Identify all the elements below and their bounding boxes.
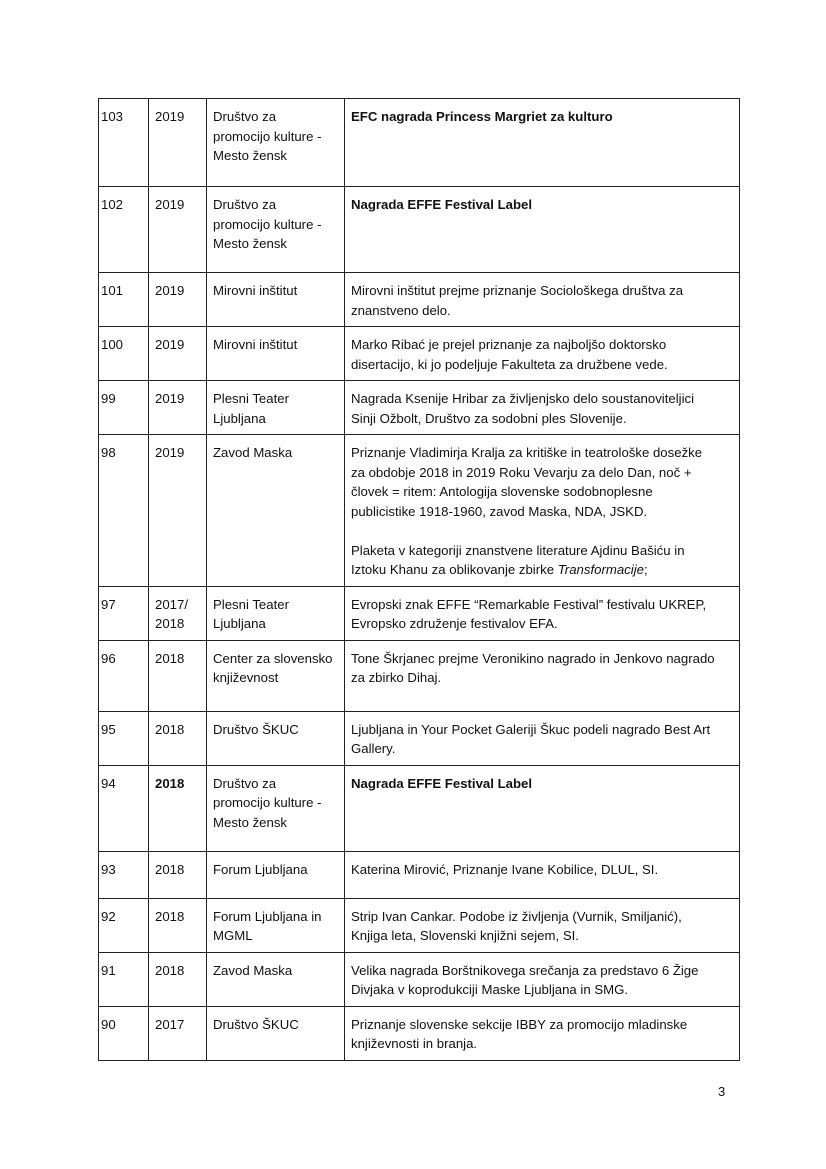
cell-text-line: Divjaka v koprodukciji Maske Ljubljana in SMG. — [351, 982, 629, 997]
cell-text-line: Društvo za — [213, 775, 277, 791]
award-description-cell — [345, 765, 740, 851]
award-description-cell — [345, 1006, 740, 1060]
cell-text-line: znanstveno delo. — [351, 302, 451, 318]
cell-text-line: Katerina Mirović, Priznanje Ivane Kobilice, DLUL, SI. — [351, 861, 659, 877]
award-year-cell — [149, 381, 207, 435]
award-description-cell — [345, 586, 740, 640]
organization-cell — [207, 187, 345, 273]
award-number-cell: 93 — [99, 851, 149, 898]
cell-text-line: Mirovni inštitut — [213, 283, 298, 298]
award-description-cell — [345, 851, 740, 898]
cell-text-line: književnosti in branja. — [351, 1036, 478, 1051]
cell-text-line: Plesni Teater — [213, 596, 289, 612]
cell-text-line: človek = ritem: Antologija slovenske sodobnoplesne — [351, 484, 653, 499]
cell-text-line: 2019 — [155, 445, 185, 460]
paragraph-spacer — [351, 521, 733, 541]
award-number-cell: 101 — [99, 273, 149, 327]
table-row — [99, 952, 740, 1006]
award-description-cell — [345, 187, 740, 273]
award-number-cell: 92 — [99, 898, 149, 952]
organization-cell — [207, 640, 345, 711]
table-row — [99, 851, 740, 898]
cell-text-line: 2017/ — [155, 596, 189, 612]
cell-text-line: 2019 — [155, 283, 185, 298]
cell-text-line: 2019 — [155, 197, 185, 212]
table-row — [99, 1006, 740, 1060]
cell-text-line: književnost — [213, 670, 279, 685]
cell-text-line: Plesni Teater — [213, 391, 289, 406]
award-year-cell — [149, 851, 207, 898]
organization-cell — [207, 1006, 345, 1060]
cell-text-line: Mesto žensk — [213, 236, 288, 251]
cell-text-line: 2018 — [155, 908, 185, 924]
award-year-cell — [149, 765, 207, 851]
cell-text-line: Strip Ivan Cankar. Podobe iz življenja (Vurnik, Smiljanić), — [351, 908, 682, 924]
table-row — [99, 711, 740, 765]
cell-text-line: Evropski znak EFFE “Remarkable Festival” festivalu UKREP, — [351, 596, 707, 612]
cell-text-line: za obdobje 2018 in 2019 Roku Vevarju za delo Dan, noč + — [351, 464, 692, 480]
cell-text-line: Nagrada Ksenije Hribar za življenjsko delo soustanoviteljici — [351, 391, 695, 406]
table-row — [99, 273, 740, 327]
award-description-cell — [345, 273, 740, 327]
award-year-cell — [149, 952, 207, 1006]
cell-text-line: promocijo kulture - — [213, 216, 322, 232]
award-number-cell: 96 — [99, 640, 149, 711]
cell-text-line: Društvo ŠKUC — [213, 1016, 299, 1032]
cell-text-line: promocijo kulture - — [213, 128, 322, 144]
table-row — [99, 435, 740, 587]
awards-table — [98, 98, 740, 1061]
cell-text-line: 2018 — [155, 721, 185, 737]
award-year-cell — [149, 327, 207, 381]
cell-text-line: publicistike 1918-1960, zavod Maska, NDA, JSKD. — [351, 503, 648, 519]
organization-cell — [207, 711, 345, 765]
cell-text-line: EFC nagrada Princess Margriet za kulturo — [351, 109, 613, 124]
cell-text-line: Mirovni inštitut prejme priznanje Sociološkega društva za — [351, 283, 684, 298]
cell-text-line: Sinji Ožbolt, Društvo za sodobni ples Slovenije. — [351, 410, 627, 426]
cell-text-line: 2018 — [155, 775, 185, 791]
organization-cell — [207, 851, 345, 898]
organization-cell — [207, 99, 345, 187]
award-year-cell — [149, 586, 207, 640]
cell-text-line: Ljubljana — [213, 616, 266, 631]
cell-text-line: Ljubljana in Your Pocket Galeriji Škuc podeli nagrado Best Art — [351, 721, 711, 737]
table-row — [99, 898, 740, 952]
cell-text-line: Zavod Maska — [213, 445, 293, 460]
cell-text-line: 2018 — [155, 616, 185, 631]
organization-cell — [207, 327, 345, 381]
awards-table-body — [99, 99, 740, 1061]
award-year-cell — [149, 273, 207, 327]
organization-cell — [207, 765, 345, 851]
cell-text-line: 2019 — [155, 337, 185, 352]
cell-text-line: promocijo kulture - — [213, 795, 322, 810]
table-row — [99, 381, 740, 435]
award-number-cell: 91 — [99, 952, 149, 1006]
cell-text-line: Mirovni inštitut — [213, 337, 298, 352]
award-description-cell — [345, 99, 740, 187]
cell-text-line: Evropsko združenje festivalov EFA. — [351, 616, 558, 631]
cell-text-line: Tone Škrjanec prejme Veronikino nagrado in Jenkovo nagrado — [351, 650, 715, 666]
award-number-cell: 100 — [99, 327, 149, 381]
award-year-cell — [149, 711, 207, 765]
award-year-cell — [149, 898, 207, 952]
award-number-cell: 98 — [99, 435, 149, 587]
cell-text-line: 2018 — [155, 650, 185, 666]
cell-text-line: Knjiga leta, Slovenski knjižni sejem, SI. — [351, 928, 579, 943]
cell-text-line: za zbirko Dihaj. — [351, 670, 442, 685]
organization-cell — [207, 898, 345, 952]
table-row — [99, 187, 740, 273]
award-number-cell: 102 — [99, 187, 149, 273]
text-fragment: ; — [643, 562, 648, 577]
award-description-cell — [345, 435, 740, 587]
award-description-cell — [345, 640, 740, 711]
award-year-cell — [149, 1006, 207, 1060]
award-number-cell: 103 — [99, 99, 149, 187]
cell-text-line: Forum Ljubljana in — [213, 908, 322, 924]
cell-text-line: Mesto žensk — [213, 814, 288, 830]
award-description-cell — [345, 327, 740, 381]
cell-text-line: Mesto žensk — [213, 148, 288, 163]
award-year-cell — [149, 435, 207, 587]
table-row — [99, 327, 740, 381]
cell-text-line: Velika nagrada Borštnikovega srečanja za predstavo 6 Žige — [351, 962, 699, 978]
table-row — [99, 640, 740, 711]
table-row — [99, 586, 740, 640]
page-number: 3 — [718, 1084, 726, 1099]
award-year-cell — [149, 99, 207, 187]
table-row — [99, 765, 740, 851]
award-year-cell — [149, 187, 207, 273]
cell-text-line: disertacijo, ki jo podeljuje Fakulteta za družbene vede. — [351, 356, 668, 372]
organization-cell — [207, 381, 345, 435]
award-description-cell — [345, 711, 740, 765]
text-fragment: Iztoku Khanu za oblikovanje zbirke — [351, 562, 558, 577]
cell-text-line: Priznanje Vladimirja Kralja za kritiške in teatrološke dosežke — [351, 445, 703, 460]
cell-text-line: Društvo ŠKUC — [213, 721, 299, 737]
award-description-cell — [345, 381, 740, 435]
cell-text-line: 2019 — [155, 391, 185, 406]
organization-cell — [207, 435, 345, 587]
organization-cell — [207, 273, 345, 327]
cell-text-line: Priznanje slovenske sekcije IBBY za promocijo mladinske — [351, 1016, 688, 1032]
award-number-cell: 95 — [99, 711, 149, 765]
cell-text-line: 2017 — [155, 1016, 185, 1032]
cell-text-line: Center za slovensko — [213, 650, 333, 666]
award-number-cell: 97 — [99, 586, 149, 640]
cell-text-line: MGML — [213, 928, 253, 943]
organization-cell — [207, 586, 345, 640]
cell-text-line: Forum Ljubljana — [213, 861, 308, 877]
award-description-cell — [345, 898, 740, 952]
award-description-cell — [345, 952, 740, 1006]
cell-text-line — [351, 560, 733, 580]
cell-text-line: Društvo za — [213, 197, 277, 212]
cell-text-line: Ljubljana — [213, 410, 266, 426]
table-row — [99, 99, 740, 187]
cell-text-line: Zavod Maska — [213, 962, 293, 978]
italic-title: Transformacije — [557, 562, 644, 577]
cell-text-line: Društvo za — [213, 109, 277, 124]
cell-text-line: Nagrada EFFE Festival Label — [351, 775, 533, 791]
award-year-cell — [149, 640, 207, 711]
cell-text-line: Nagrada EFFE Festival Label — [351, 197, 533, 212]
cell-text-line: 2018 — [155, 962, 185, 978]
organization-cell — [207, 952, 345, 1006]
cell-text-line: 2019 — [155, 109, 185, 124]
award-number-cell: 90 — [99, 1006, 149, 1060]
cell-text-line: Marko Ribać je prejel priznanje za najboljšo doktorsko — [351, 337, 667, 352]
award-number-cell: 94 — [99, 765, 149, 851]
award-number-cell: 99 — [99, 381, 149, 435]
cell-text-line: Plaketa v kategoriji znanstvene literature Ajdinu Bašiću in — [351, 542, 685, 558]
cell-text-line: Gallery. — [351, 741, 396, 756]
cell-text-line: 2018 — [155, 861, 185, 877]
